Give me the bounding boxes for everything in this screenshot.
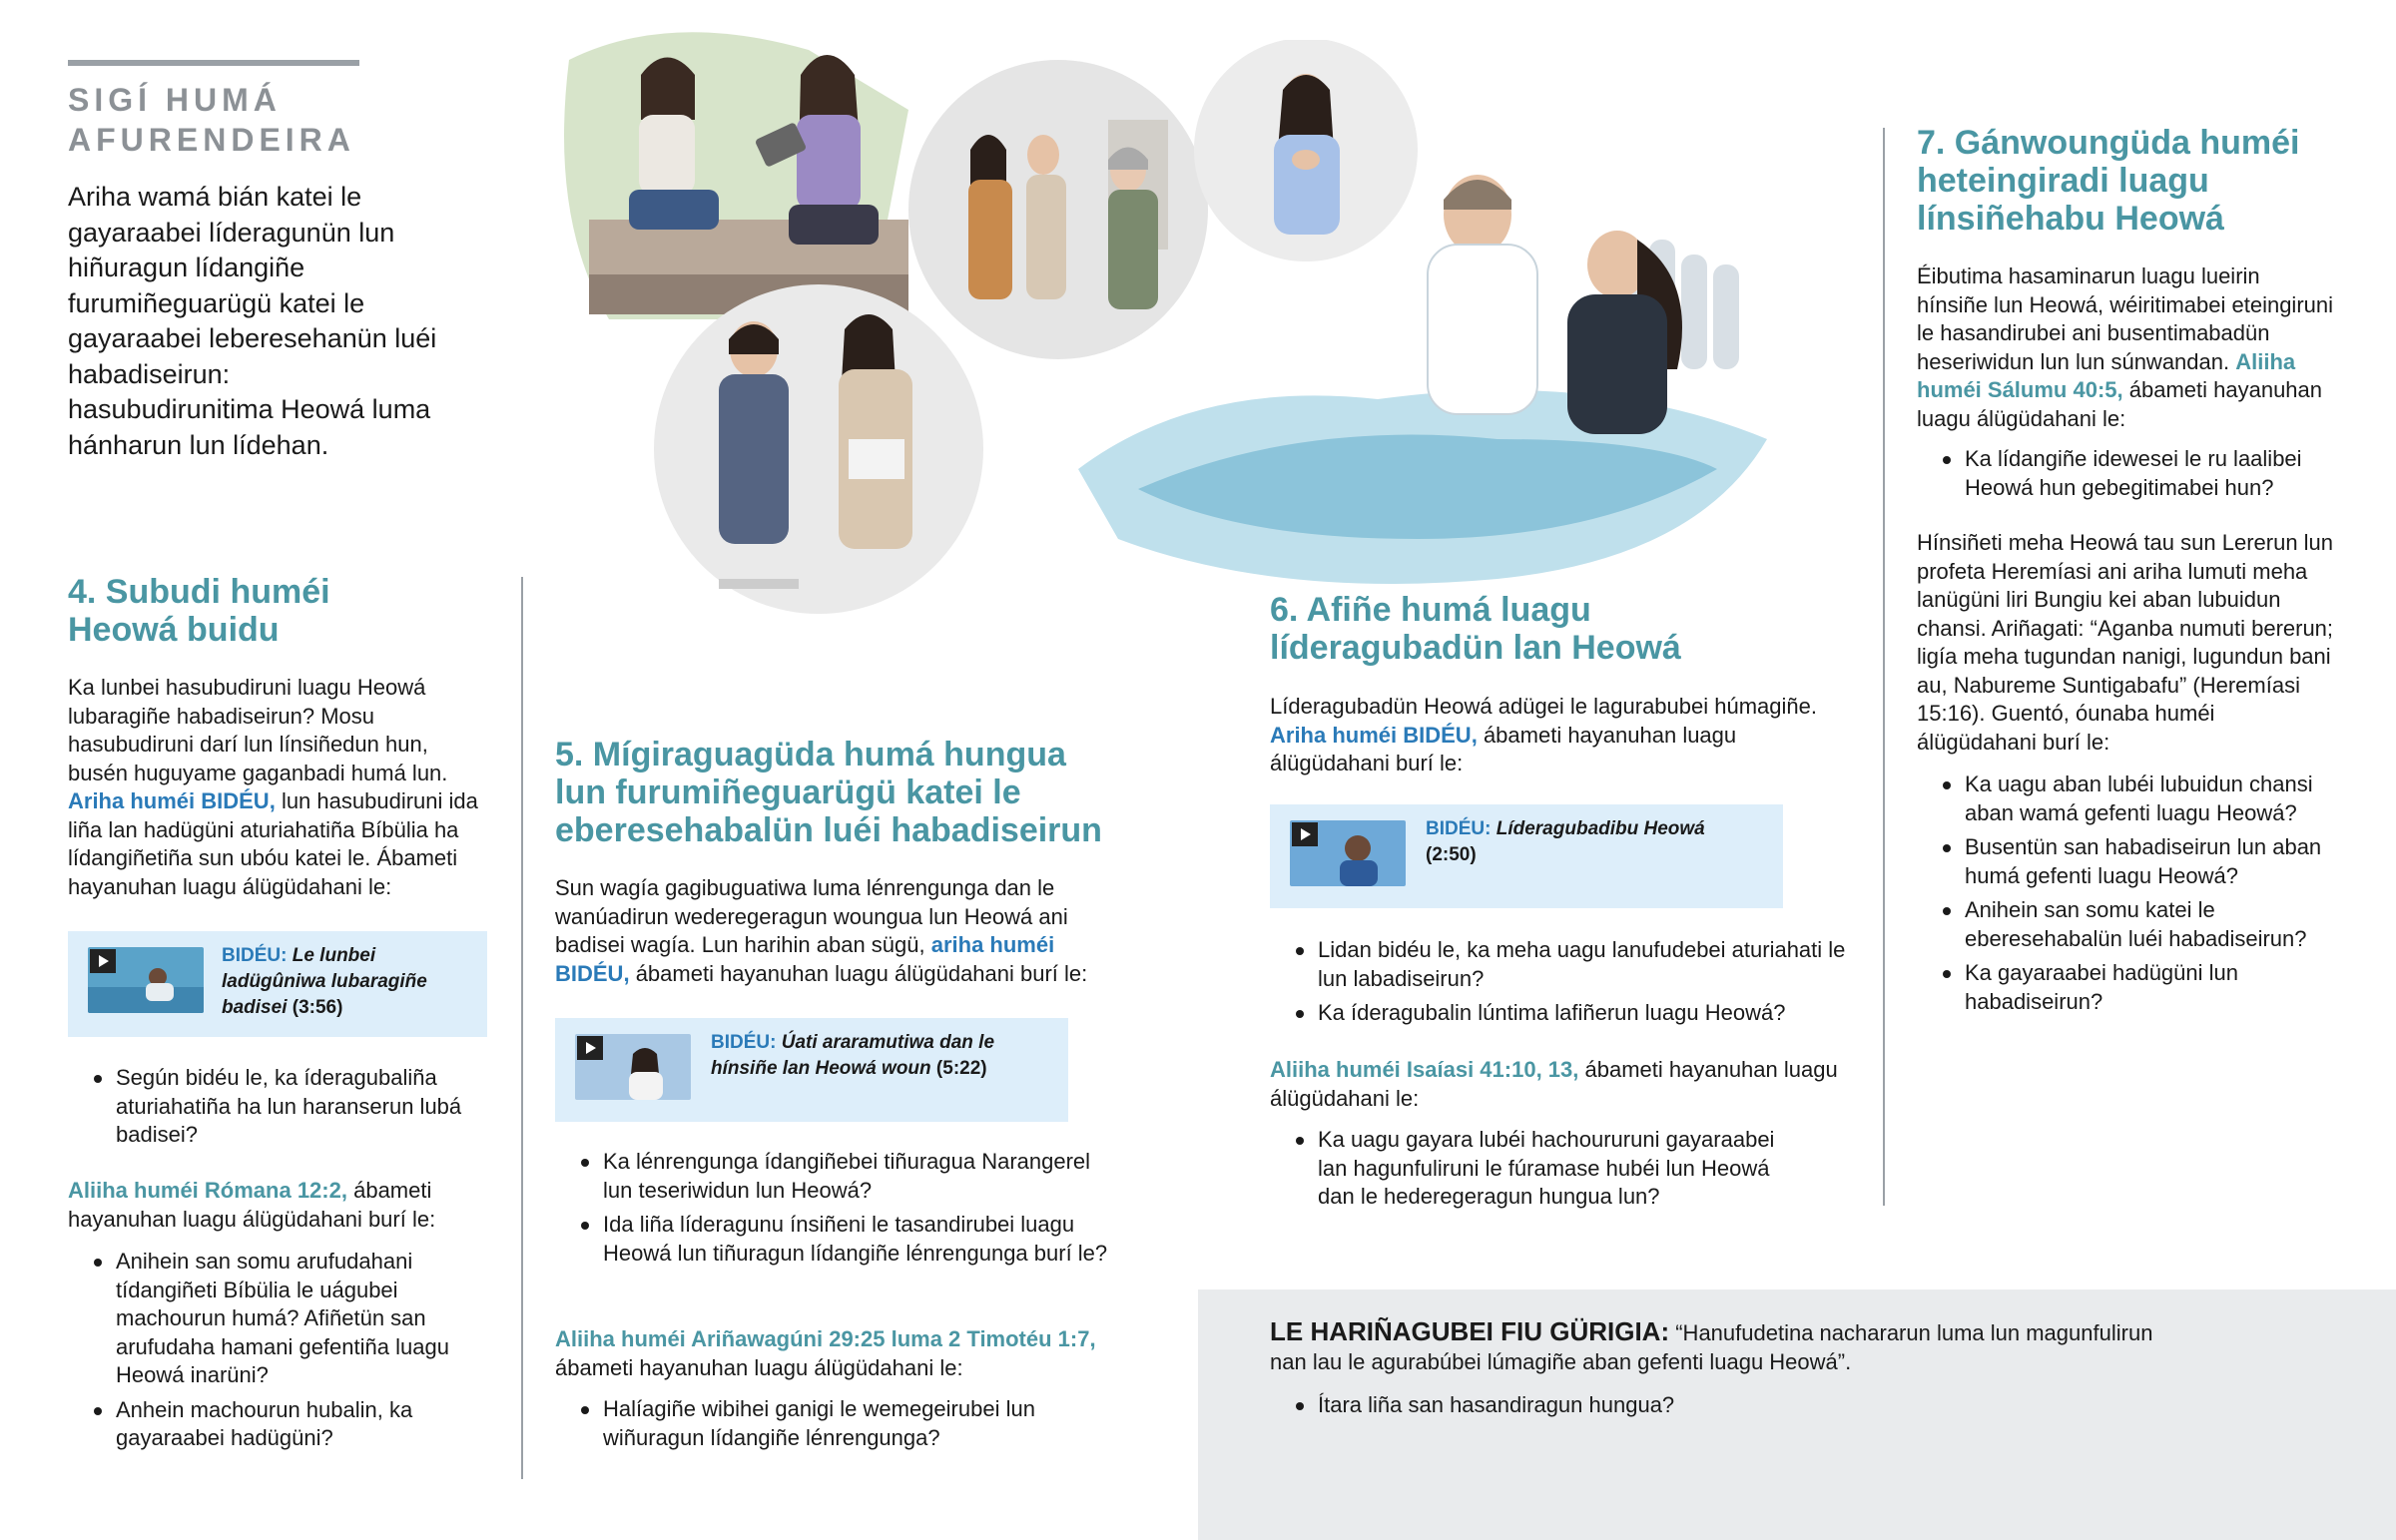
list-item: Halíagiñe wibihei ganigi le wemegeirubei lun wiñuragun lídangiñe lénrengunga? bbox=[555, 1395, 1114, 1452]
quote-text: LE HARIÑAGUBEI FIU GÜRIGIA: “Hanufudetina nachararun luma lun magunfulirun nan lau le agurabúbei lúmagiñe aban gefenti luagu Heowá”. bbox=[1270, 1316, 2153, 1374]
list-item: Ka íderagubalin lúntima lafiñerun luagu Heowá? bbox=[1270, 999, 1859, 1028]
intro-kicker bbox=[68, 80, 355, 160]
column-divider bbox=[521, 577, 523, 1479]
section-4-read: Aliiha huméi Rómana 12:2, ábameti hayanuhan luagu álügüdahani burí le: bbox=[68, 1178, 436, 1232]
list-item: Ka gayaraabei hadügüni lun habadiseirun? bbox=[1917, 959, 2336, 1016]
illustration-praying-woman bbox=[1194, 40, 1418, 261]
section-4-paragraph: Ka lunbei hasubudiruni luagu Heowá lubaragiñe habadiseirun? Mosu hasubudiruni darí lun línsiñedun hun, busén huguyame gaganbadi humá lun. Ariha huméi BIDÉU, lun hasubudiruni ida liña lan hadügüni aturiahatiña Bíbülia ha lídangiñetiña sun ubóu katei le. Ábameti hayanuhan luagu álügüdahani le: bbox=[68, 675, 478, 899]
section-5-read: Aliiha huméi Ariñawagúni 29:25 luma 2 Timotéu 1:7, ábameti hayanuhan luagu álügüdahani le: bbox=[555, 1326, 1096, 1380]
list-item: Ka lídangiñe idewesei le ru laalibei Heowá hun gebegitimabei hun? bbox=[1917, 445, 2336, 502]
section-5-bullets-2 bbox=[555, 1395, 1114, 1458]
play-icon[interactable] bbox=[90, 949, 116, 973]
kicker-line-1: SIGÍ HUMÁ bbox=[68, 82, 282, 118]
play-icon[interactable] bbox=[577, 1036, 603, 1060]
list-item: Anihein san somu katei le eberesehabalün luéi habadiseirun? bbox=[1917, 896, 2336, 953]
section-7-paragraph: Éibutima hasaminarun luagu lueirin hínsiñe lun Heowá, wéiritimabei eteingiruni le hasandirubei ani busentimabadün heseriwidun lun lun súnwandan. Aliiha huméi Sálumu 40:5, ábameti hayanuhan luagu álügüdahani le: bbox=[1917, 263, 2334, 431]
section-4-bullets bbox=[68, 1064, 487, 1156]
section-7-bullets-2 bbox=[1917, 770, 2336, 1022]
illustration-baptism bbox=[1078, 175, 1767, 584]
intro-body: Ariha wamá bián katei le gayaraabei líderagunün lun hiñuragun lídangiñe furumiñeguarügü katei le gayaraabei leberesehanün luéi habadiseirun: hasubudirunitima Heowá luma hánharun lun lídehan. bbox=[68, 182, 437, 460]
column-divider bbox=[1883, 128, 1885, 1206]
section-6-bullets bbox=[1270, 936, 1859, 1034]
section-7-title: 7. Gánwoungüda huméi heteingiradi luagu línsiñehabu Heowá bbox=[1917, 124, 2300, 238]
section-6-video-card[interactable] bbox=[1270, 804, 1783, 908]
section-4-title: 4. Subudi huméi Heowá buidu bbox=[68, 573, 330, 649]
section-6-video-link[interactable]: Ariha huméi BIDÉU, bbox=[1270, 722, 1478, 748]
quote-box bbox=[1198, 1289, 2396, 1540]
play-icon[interactable] bbox=[1292, 822, 1318, 846]
list-item: Ka uagu gayara lubéi hachoururuni gayaraabei lan hagunfuliruni le fúramase hubéi lun Heowá dan le hederegeragun hungua lun? bbox=[1270, 1126, 1809, 1212]
video-caption: BIDÉU: Líderagubadibu Heowá (2:50) bbox=[1426, 818, 1705, 865]
list-item: Ka uagu aban lubéi lubuidun chansi aban wamá gefenti luagu Heowá? bbox=[1917, 770, 2336, 827]
section-5-title: 5. Mígiraguagüda humá hungua lun furumiñeguarügü katei le eberesehabalün luéi habadiseirun bbox=[555, 736, 1102, 849]
list-item: Ka lénrengunga ídangiñebei tiñuragua Narangerel lun teseriwidun lun Heowá? bbox=[555, 1148, 1114, 1205]
list-item: Ida liña líderagunu ínsiñeni le tasandirubei luagu Heowá lun tiñuragun lídangiñe lénrengunga burí le? bbox=[555, 1211, 1114, 1268]
list-item: Anhein machourun hubalin, ka gayaraabei hadügüni? bbox=[68, 1396, 487, 1453]
section-5-video-card[interactable] bbox=[555, 1018, 1068, 1122]
video-caption: BIDÉU: Úati araramutiwa dan le hínsiñe lan Heowá woun (5:22) bbox=[711, 1032, 995, 1079]
kicker-line-2: AFURENDEIRA bbox=[68, 122, 355, 158]
section-6-paragraph: Líderagubadün Heowá adügei le lagurabubei húmagiñe. Ariha huméi BIDÉU, ábameti hayanuhan luagu álügüdahani burí le: bbox=[1270, 694, 1817, 775]
section-7-read-link[interactable]: Aliiha huméi Sálumu 40:5, bbox=[1917, 348, 2296, 402]
section-4-video-link[interactable]: Ariha huméi BIDÉU, bbox=[68, 788, 276, 813]
list-item: Lidan bidéu le, ka meha uagu lanufudebei aturiahati le lun labadiseirun? bbox=[1270, 936, 1859, 993]
section-5-bullets bbox=[555, 1148, 1114, 1274]
section-4-bullets-2 bbox=[68, 1248, 487, 1459]
section-5-video-link[interactable]: ariha huméi BIDÉU, bbox=[555, 932, 1055, 986]
list-item: Busentün san habadiseirun lun aban humá gefenti luagu Heowá? bbox=[1917, 833, 2336, 890]
section-6-read: Aliiha huméi Isaíasi 41:10, 13, ábameti hayanuhan luagu álügüdahani le: bbox=[1270, 1057, 1838, 1111]
quote-bullets bbox=[1270, 1391, 2168, 1426]
section-4-video-card[interactable] bbox=[68, 931, 487, 1037]
video-caption: BIDÉU: Le lunbei ladügûniwa lubaragiñe badisei (3:56) bbox=[222, 945, 427, 1018]
intro-rule bbox=[68, 60, 359, 66]
list-item: Anihein san somu arufudahani tídangiñeti Bíbülia le uágubei machourun humá? Afiñetün san arufudaha hamani gefentiña luagu Heowá inarüni? bbox=[68, 1248, 487, 1390]
section-7-paragraph-2: Hínsiñeti meha Heowá tau sun Lererun lun profeta Heremíasi ani ariha lumuti meha lanügüni liri Bungiu kei aban lubuidun chansi. Ariñagati: “Aganba numuti bererun; ligía meha tugundan nanigi, lugundun bani au, Nabureme Suntigabafu” (Heremíasi 15:16). Guentó, óunaba huméi álügüdahani burí le: bbox=[1917, 530, 2334, 755]
list-item: Ítara liña san hasandiragun hungua? bbox=[1270, 1391, 2168, 1420]
list-item: Según bidéu le, ka íderagubaliña aturiahatiña ha lun haranserun lubá badisei? bbox=[68, 1064, 487, 1150]
section-5-paragraph: Sun wagía gagibuguatiwa luma lénrengunga dan le wanúadirun wederegeragun woungua lun Heowá ani badisei wagía. Lun harihin aban sügü, ariha huméi BIDÉU, ábameti hayanuhan luagu álügüdahani burí le: bbox=[555, 875, 1088, 986]
illustration-group-right bbox=[1078, 40, 1797, 599]
section-7-bullets bbox=[1917, 445, 2336, 508]
section-6-bullets-2 bbox=[1270, 1126, 1809, 1218]
illustration-workplace-scene bbox=[654, 284, 983, 614]
section-6-title: 6. Afiñe humá luagu líderagubadün lan Heowá bbox=[1270, 591, 1681, 667]
